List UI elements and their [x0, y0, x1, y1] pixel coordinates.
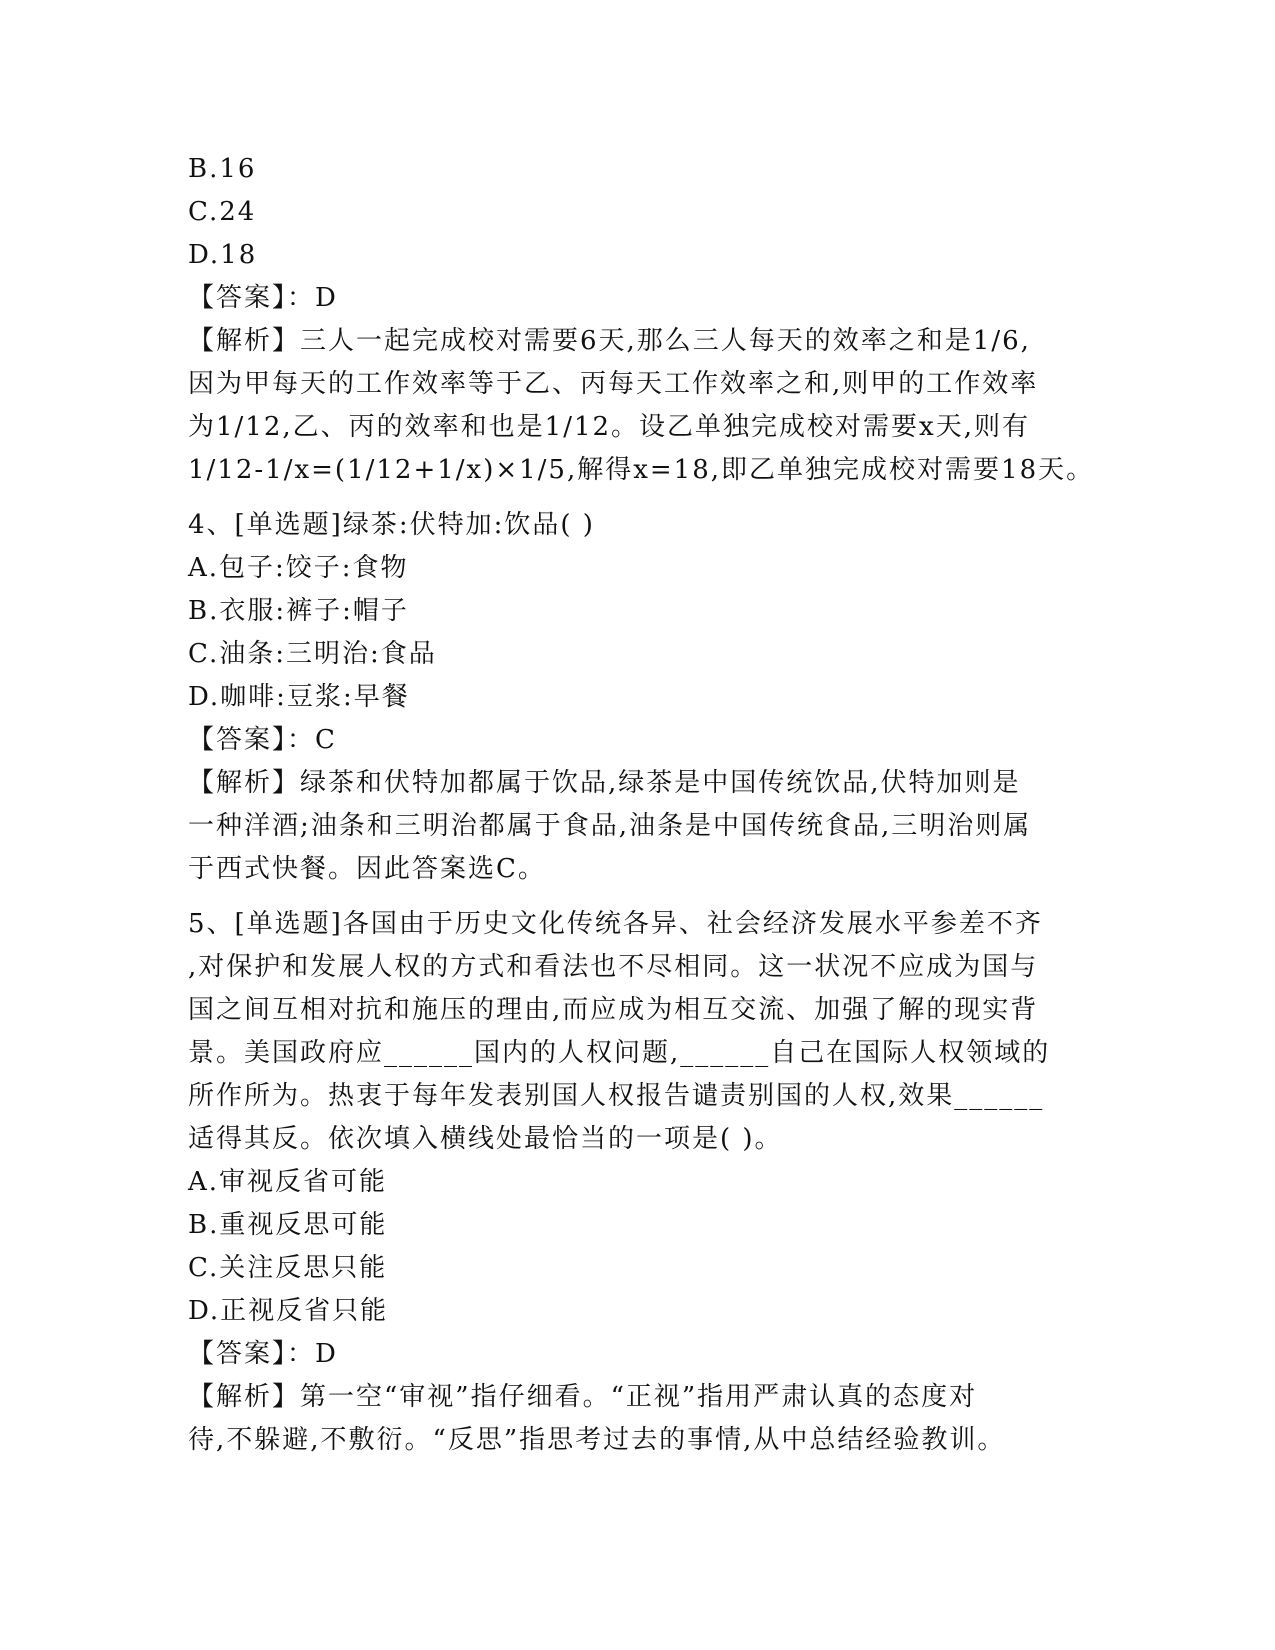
option-b: B.衣服:裤子:帽子	[188, 596, 409, 626]
option-d: D.18	[188, 240, 258, 270]
question-stem-line: 适得其反。依次填入横线处最恰当的一项是( )。	[188, 1124, 783, 1154]
answer-line: 【答案】：D	[188, 283, 338, 313]
explanation-line: 因为甲每天的工作效率等于乙、丙每天工作效率之和,则甲的工作效率	[188, 369, 1039, 399]
option-d: D.咖啡:豆浆:早餐	[188, 682, 410, 712]
answer-line: 【答案】：C	[188, 725, 337, 755]
option-b: B.16	[188, 154, 257, 184]
option-c: C.油条:三明治:食品	[188, 639, 437, 669]
option-c: C.24	[188, 197, 257, 227]
question-stem-line: 5、[单选题]各国由于历史文化传统各异、社会经济发展水平参差不齐	[188, 909, 1043, 939]
answer-line: 【答案】：D	[188, 1339, 338, 1369]
question-5-block	[188, 903, 1088, 1462]
option-d: D.正视反省只能	[188, 1296, 389, 1326]
spacer	[188, 891, 1088, 903]
explanation-line: 待,不躲避,不敷衍。“反思”指思考过去的事情,从中总结经验教训。	[188, 1425, 1006, 1455]
option-a: A.审视反省可能	[188, 1167, 388, 1197]
option-c: C.关注反思只能	[188, 1253, 388, 1283]
spacer	[188, 492, 1088, 504]
option-b: B.重视反思可能	[188, 1210, 388, 1240]
question-stem-line: 所作所为。热衷于每年发表别国人权报告谴责别国的人权,效果______	[188, 1081, 1045, 1111]
question-stem-line: 景。美国政府应______国内的人权问题,______自己在国际人权领域的	[188, 1038, 1051, 1068]
option-a: A.包子:饺子:食物	[188, 553, 409, 583]
explanation-line: 【解析】绿茶和伏特加都属于饮品,绿茶是中国传统饮品,伏特加则是	[188, 768, 1021, 798]
explanation-line: 于西式快餐。因此答案选C。	[188, 854, 546, 884]
explanation-line: 【解析】三人一起完成校对需要6天,那么三人每天的效率之和是1/6,	[188, 326, 1031, 356]
question-3-block	[188, 148, 1095, 492]
document-page	[188, 148, 1095, 1462]
explanation-line: 为1/12,乙、丙的效率和也是1/12。设乙单独完成校对需要x天,则有	[188, 412, 1030, 442]
explanation-line: 1/12-1/x=(1/12+1/x)×1/5,解得x=18,即乙单独完成校对需要18天。	[188, 455, 1095, 485]
question-stem: 4、[单选题]绿茶:伏特加:饮品( )	[188, 510, 595, 540]
question-stem-line: ,对保护和发展人权的方式和看法也不尽相同。这一状况不应成为国与	[188, 952, 1039, 982]
explanation-line: 一种洋酒;油条和三明治都属于食品,油条是中国传统食品,三明治则属	[188, 811, 1032, 841]
question-stem-line: 国之间互相对抗和施压的理由,而应成为相互交流、加强了解的现实背	[188, 995, 1039, 1025]
question-4-block	[188, 504, 1088, 891]
explanation-line: 【解析】第一空“审视”指仔细看。“正视”指用严肃认真的态度对	[188, 1382, 978, 1412]
